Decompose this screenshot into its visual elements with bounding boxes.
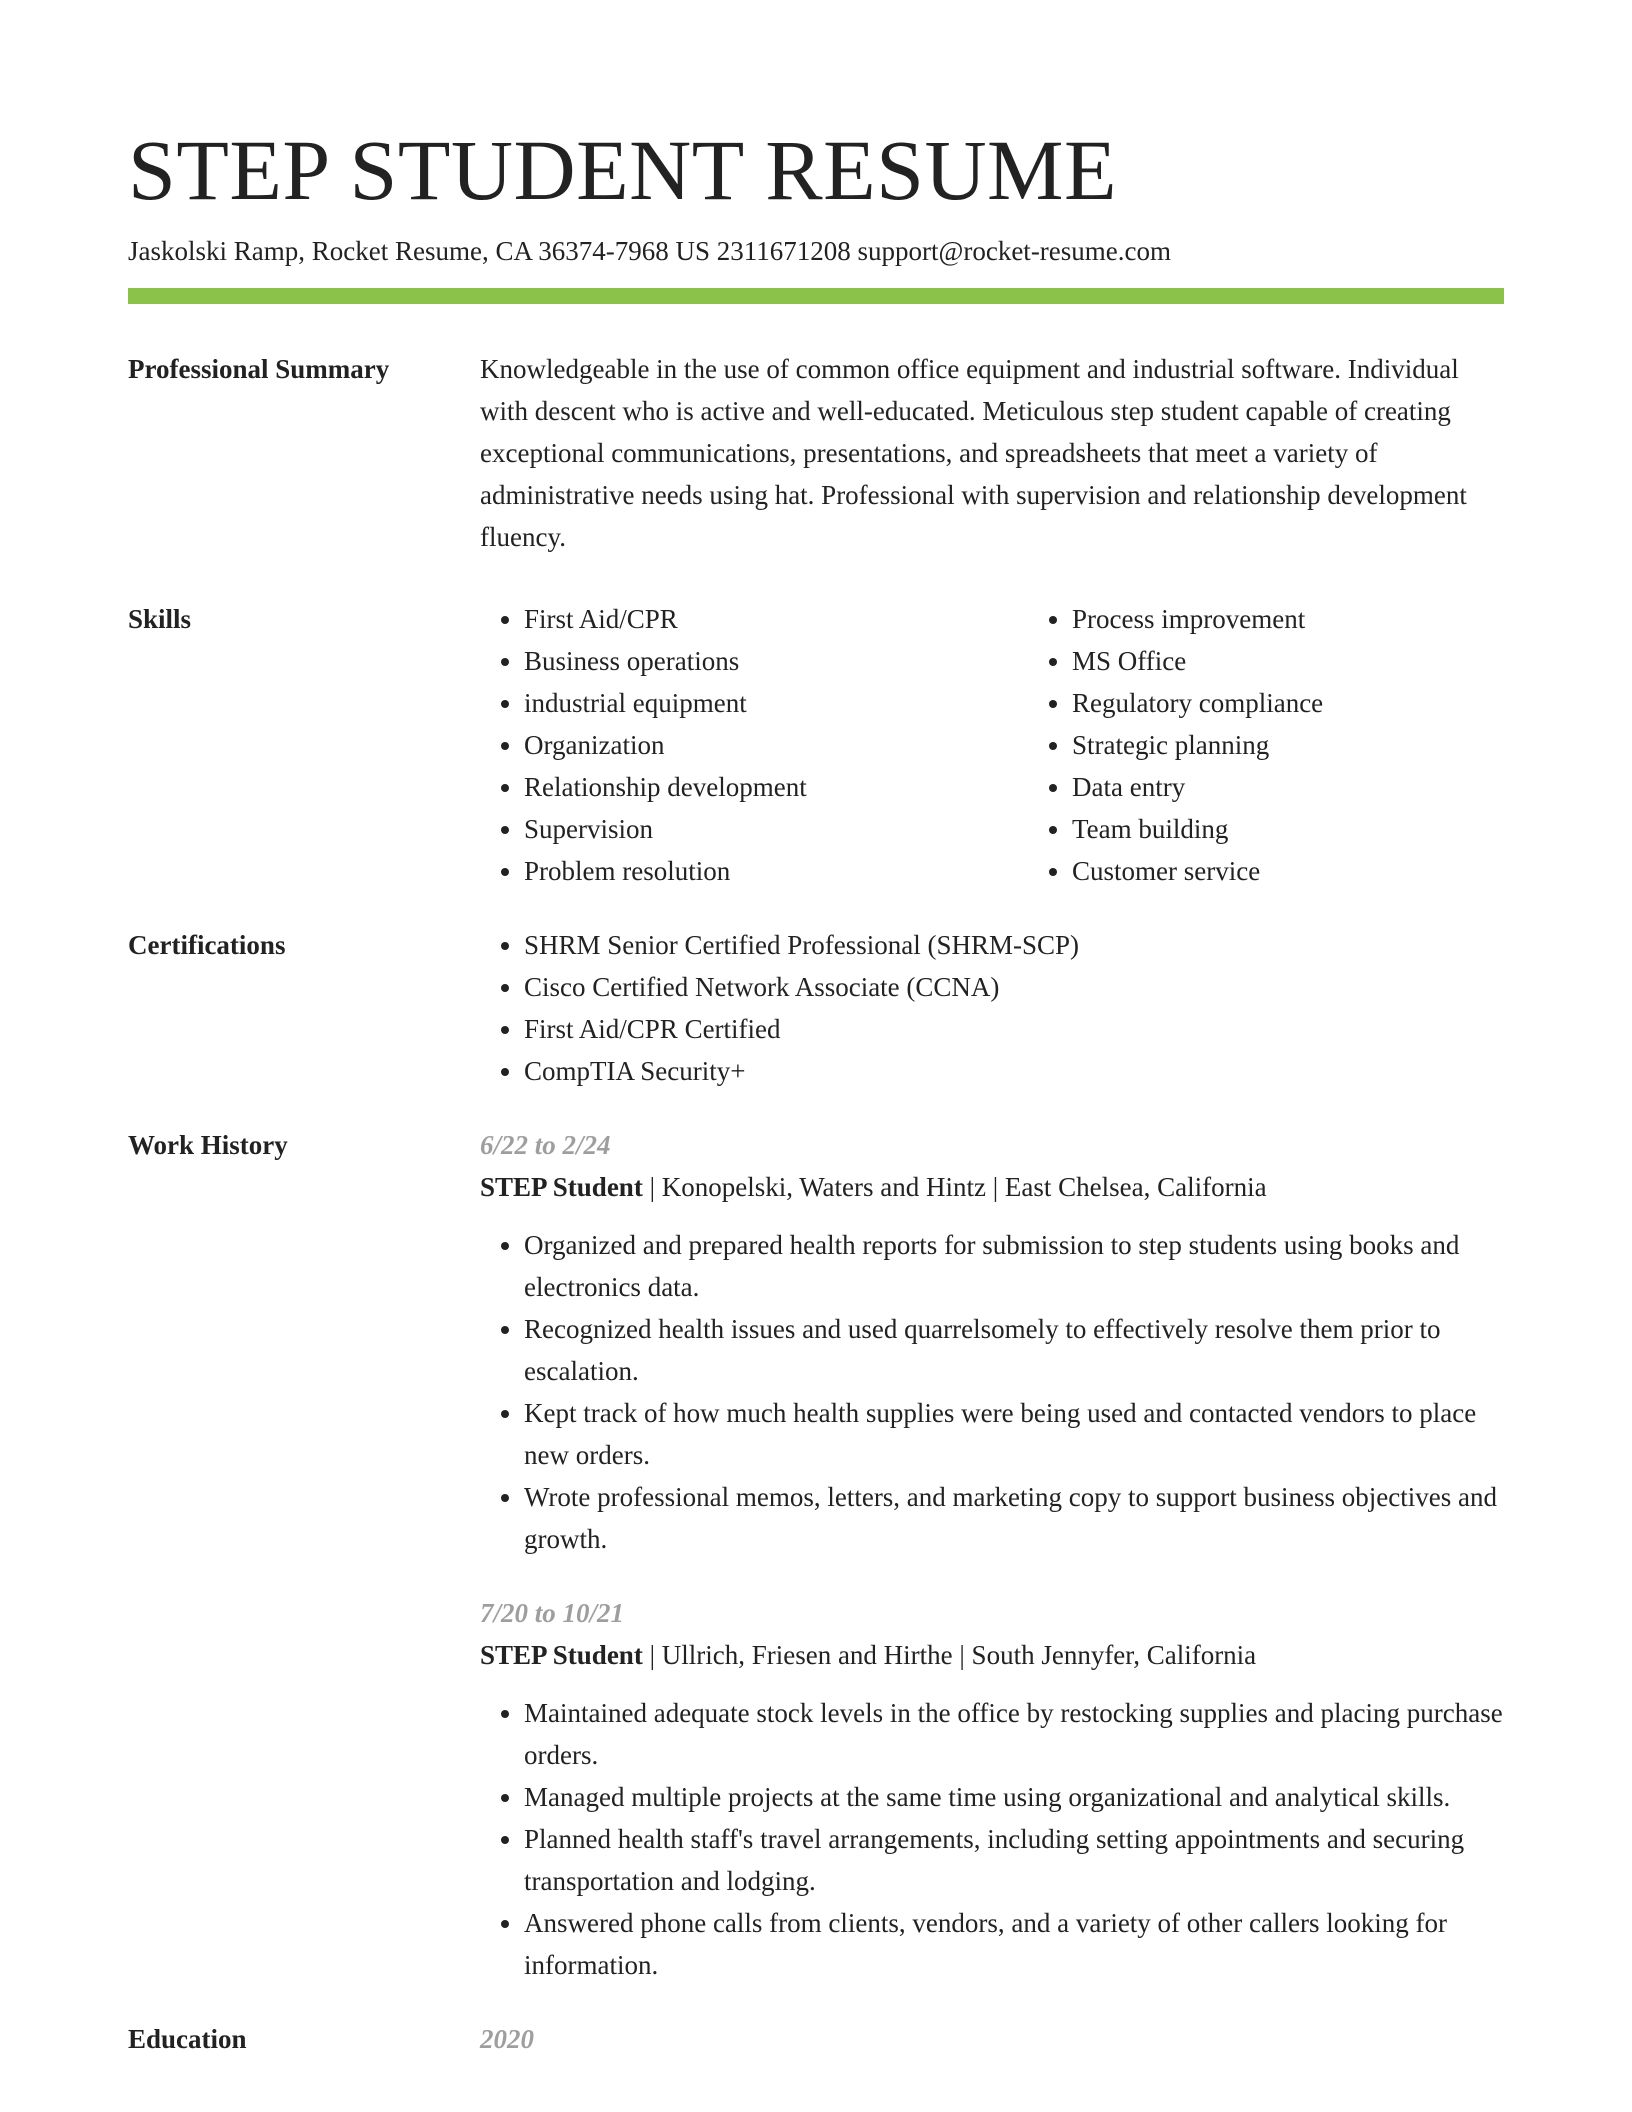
skill-item: • Team building [1072, 808, 1576, 850]
job-employer-location: | Konopelski, Waters and Hintz | East Chelsea, California [642, 1172, 1267, 1202]
job-bullet: • Answered phone calls from clients, vendors, and a variety of other callers looking for information. [524, 1902, 1504, 1986]
skill-item: • MS Office [1072, 640, 1576, 682]
accent-divider [128, 288, 1504, 304]
job-bullet: • Wrote professional memos, letters, and marketing copy to support business objectives and growth. [524, 1476, 1504, 1560]
certification-item: • Cisco Certified Network Associate (CCNA) [524, 966, 1504, 1008]
skill-item: • Process improvement [1072, 598, 1576, 640]
resume-page [128, 118, 1504, 2060]
job-bullet: • Organized and prepared health reports for submission to step students using books and electronics data. [524, 1224, 1504, 1308]
job-bullet: • Planned health staff's travel arrangements, including setting appointments and securing transportation and lodging. [524, 1818, 1504, 1902]
certifications-list [480, 924, 1504, 1092]
skills-heading: Skills [128, 604, 192, 634]
work-history-heading: Work History [128, 1130, 288, 1160]
job-dates: 6/22 to 2/24 [480, 1130, 611, 1160]
education-section [128, 2018, 1504, 2060]
summary-section [128, 348, 1504, 558]
job-bullet: • Managed multiple projects at the same time using organizational and analytical skills. [524, 1776, 1504, 1818]
skills-list-left [480, 598, 1028, 892]
education-year: 2020 [480, 2024, 534, 2054]
job-heading [480, 1166, 1504, 1208]
job-entry [480, 1592, 1504, 1986]
certifications-section [128, 924, 1504, 1092]
skill-item: • Customer service [1072, 850, 1576, 892]
skill-item: • Data entry [1072, 766, 1576, 808]
job-bullet: • Maintained adequate stock levels in the office by restocking supplies and placing purchase orders. [524, 1692, 1504, 1776]
education-heading: Education [128, 2024, 247, 2054]
job-bullets [480, 1224, 1504, 1560]
resume-title: STEP STUDENT RESUME [128, 122, 1118, 218]
job-title: STEP Student [480, 1172, 643, 1202]
skills-list-right [1028, 598, 1576, 892]
skill-item: • Strategic planning [1072, 724, 1576, 766]
skill-item: • Business operations [524, 640, 1028, 682]
skill-item: • Organization [524, 724, 1028, 766]
certification-item: • SHRM Senior Certified Professional (SHRM-SCP) [524, 924, 1504, 966]
job-bullet: • Kept track of how much health supplies were being used and contacted vendors to place new orders. [524, 1392, 1504, 1476]
skill-item: • Problem resolution [524, 850, 1028, 892]
certifications-heading: Certifications [128, 930, 286, 960]
skill-item: • industrial equipment [524, 682, 1028, 724]
job-bullet: • Recognized health issues and used quarrelsomely to effectively resolve them prior to escalation. [524, 1308, 1504, 1392]
job-bullets [480, 1692, 1504, 1986]
skills-columns [480, 598, 1576, 892]
job-heading [480, 1634, 1504, 1676]
contact-line: Jaskolski Ramp, Rocket Resume, CA 36374-7968 US 2311671208 support@rocket-resume.com [128, 236, 1172, 266]
summary-text: Knowledgeable in the use of common office equipment and industrial software. Individual with descent who is active and well-educated. Meticulous step student capable of creating exceptional communications, presentations, and spreadsheets that meet a variety of administrative needs using hat. Professional with supervision and relationship development fluency. [480, 354, 1467, 552]
skill-item: • First Aid/CPR [524, 598, 1028, 640]
skills-section [128, 598, 1504, 892]
certification-item: • First Aid/CPR Certified [524, 1008, 1504, 1050]
resume-sections [128, 348, 1504, 2060]
job-entry [480, 1124, 1504, 1560]
skill-item: • Supervision [524, 808, 1028, 850]
skill-item: • Regulatory compliance [1072, 682, 1576, 724]
job-employer-location: | Ullrich, Friesen and Hirthe | South Jennyfer, California [642, 1640, 1257, 1670]
summary-heading: Professional Summary [128, 354, 390, 384]
work-history-section [128, 1124, 1504, 1986]
skill-item: • Relationship development [524, 766, 1028, 808]
job-dates: 7/20 to 10/21 [480, 1598, 625, 1628]
certification-item: • CompTIA Security+ [524, 1050, 1504, 1092]
job-title: STEP Student [480, 1640, 643, 1670]
